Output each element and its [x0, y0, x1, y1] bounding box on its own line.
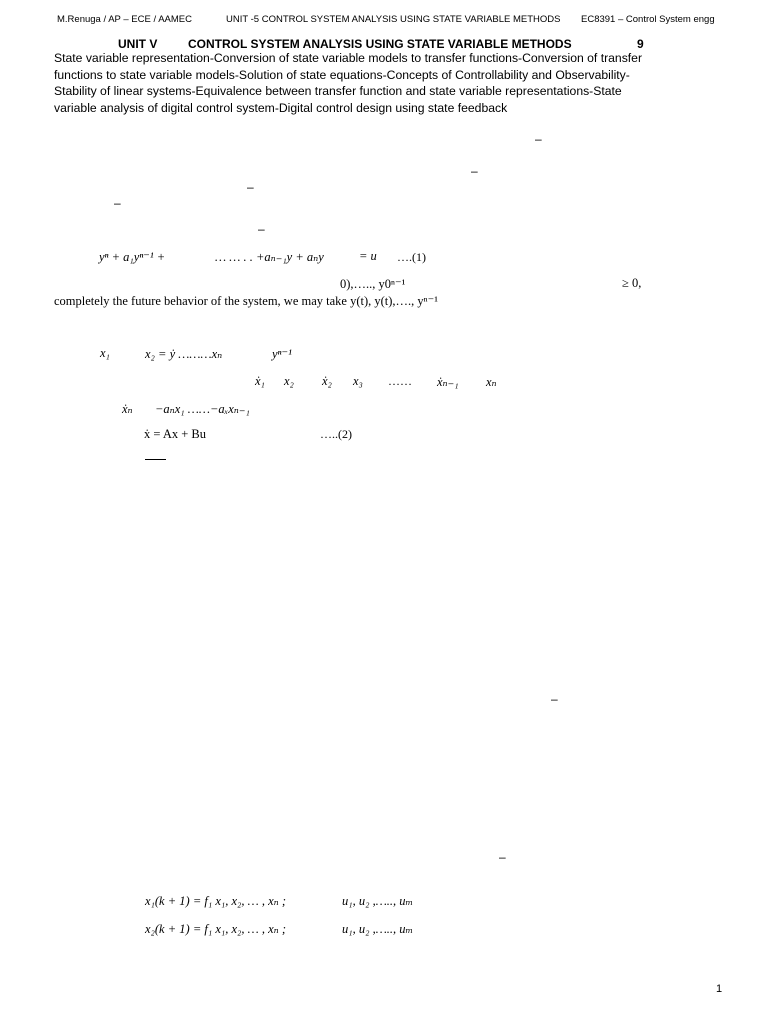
dash-mark: –: [114, 196, 121, 210]
unit-hours: 9: [637, 37, 644, 51]
eq1-lhs: yⁿ + a₁yⁿ⁻¹ +: [99, 250, 166, 264]
dash-mark: –: [247, 180, 254, 194]
dash-mark: –: [471, 164, 478, 178]
state-yn: yⁿ⁻¹: [272, 347, 292, 361]
last-state: ẋₙ: [122, 402, 133, 416]
state-x2: x₂ = ẏ ………xₙ: [145, 347, 223, 361]
header-unit: UNIT -5 CONTROL SYSTEM ANALYSIS USING STATE VARIABLE METHODS: [226, 14, 561, 25]
deriv-term: ……: [388, 374, 412, 388]
dash-mark: –: [551, 692, 558, 706]
page-number: 1: [716, 983, 723, 995]
last-state-terms: −aₙx₁ ……−aₓxₙ₋₁: [155, 402, 250, 416]
state-x1: x₁: [100, 346, 110, 360]
deriv-term: x₂: [284, 374, 294, 388]
eq2-label: …..(2): [320, 427, 352, 441]
dash-mark: –: [499, 850, 506, 864]
initial-conditions: 0),….., y0ⁿ⁻¹: [340, 277, 406, 291]
discrete-eq-lhs: x₁(k + 1) = f₁ x₁, x₂, … , xₙ ;: [145, 894, 287, 908]
time-condition: ≥ 0,: [622, 276, 642, 290]
syllabus-paragraph: [54, 50, 734, 116]
syllabus-line: Stability of linear systems-Equivalence between transfer function and state variable representations-State: [54, 84, 622, 98]
discrete-eq-rhs: u₁, u₂ ,….., uₘ: [342, 922, 414, 936]
eq1-equals: = u: [359, 249, 377, 263]
eq1-middle: … … . . +aₙ₋₁y + aₙy: [215, 250, 324, 264]
unit-label: UNIT V: [118, 37, 158, 51]
dash-mark: –: [258, 222, 265, 236]
syllabus-line: variable analysis of digital control system-Digital control design using state feedback: [54, 100, 508, 115]
header-author: M.Renuga / AP – ECE / AAMEC: [57, 14, 192, 25]
eq2-expression: ẋ = Ax + Bu: [144, 427, 207, 441]
syllabus-line: functions to state variable models-Solution of state equations-Concepts of Controllability and Observability-: [54, 67, 630, 82]
discrete-eq-lhs: x₂(k + 1) = f₁ x₁, x₂, … , xₙ ;: [145, 922, 287, 936]
dash-mark: –: [535, 132, 542, 146]
deriv-term: ẋ₁: [255, 374, 265, 388]
eq1-label: ….(1): [397, 250, 426, 264]
divider-mark: [145, 459, 166, 460]
header-course: EC8391 – Control System engg: [581, 14, 715, 25]
deriv-term: ẋ₂: [322, 374, 332, 388]
deriv-term: x₃: [353, 374, 363, 388]
unit-title: CONTROL SYSTEM ANALYSIS USING STATE VARIABLE METHODS: [188, 37, 572, 51]
deriv-term: xₙ: [486, 375, 497, 389]
discrete-eq-rhs: u₁, u₂ ,….., uₘ: [342, 894, 414, 908]
deriv-term: ẋₙ₋₁: [437, 375, 459, 389]
syllabus-line: State variable representation-Conversion of state variable models to transfer functions-Conversion of transfer: [54, 51, 643, 65]
body-sentence: completely the future behavior of the system, we may take y(t), y(t),…., yⁿ⁻¹: [54, 294, 438, 308]
